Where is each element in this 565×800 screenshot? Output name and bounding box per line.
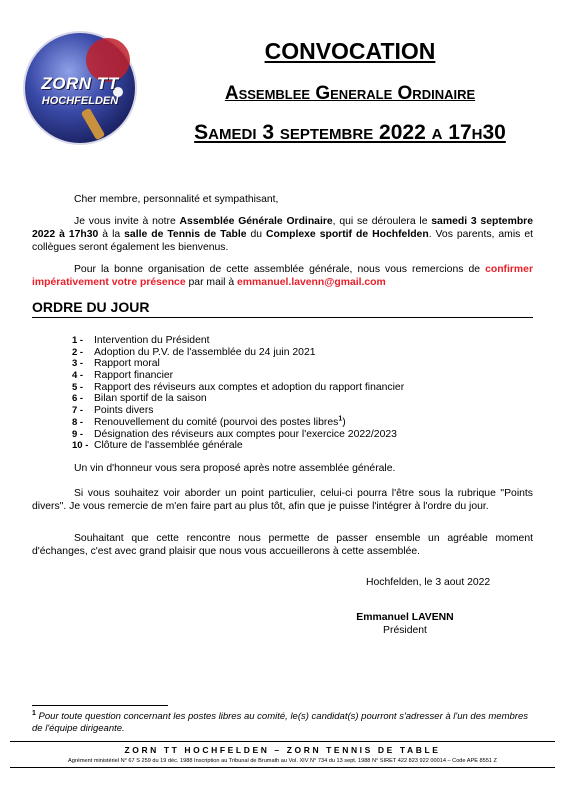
list-item: 4 - Rapport financier: [72, 370, 174, 382]
logo-city: HOCHFELDEN: [41, 95, 119, 107]
footer-divider: [10, 741, 555, 742]
greeting: Cher membre, personnalité et sympathisant,: [74, 194, 279, 205]
footer-title: ZORN TT HOCHFELDEN – ZORN TENNIS DE TABLE: [124, 745, 441, 755]
list-item: 5 - Rapport des réviseurs aux comptes et adoption du rapport financier: [72, 381, 405, 393]
list-item: 9 - Désignation des réviseurs aux comptes pour l'exercice 2022/2023: [72, 428, 397, 440]
place-date: Hochfelden, le 3 aout 2022: [366, 577, 491, 588]
list-item: 10 - Clôture de l'assemblée générale: [72, 440, 243, 452]
list-item: 2 - Adoption du P.V. de l'assemblée du 24 juin 2021: [72, 346, 316, 358]
agenda-heading: ORDRE DU JOUR: [32, 299, 533, 318]
points-divers-paragraph: Si vous souhaitez voir aborder un point particulier, celui-ci pourra l'être sous la rubrique "Points divers". Je vous remercie de m'en faire part au plus tôt, afin que je puisse l'intégrer à l'ordre du jour.: [32, 488, 533, 512]
page-title: CONVOCATION: [264, 38, 436, 64]
meeting-date: Samedi 3 septembre 2022 a 17h30: [194, 121, 506, 144]
signatory-name: Emmanuel LAVENN: [356, 612, 454, 623]
list-item: 7 - Points divers: [72, 405, 154, 417]
agenda-list: [72, 335, 532, 452]
list-item: 8 - Renouvellement du comité (pourvoi des postes libres$^1$): [72, 415, 346, 428]
list-item: 6 - Bilan sportif de la saison: [72, 393, 207, 405]
footnote-divider: [32, 705, 168, 706]
reception-paragraph: Un vin d'honneur vous sera proposé après notre assemblée générale.: [74, 463, 396, 474]
page-subtitle: Assemblee Generale Ordinaire: [224, 83, 476, 104]
confirmation-paragraph: Pour la bonne organisation de cette assemblée générale, nous vous remercions de confirmer impérativement votre présence par mail à emmanuel.lavenn@gmail.com: [32, 264, 533, 288]
club-logo: [22, 30, 138, 146]
invitation-paragraph: Je vous invite à notre Assemblée Générale Ordinaire, qui se déroulera le samedi 3 septembre 2022 à 17h30 à la salle de Tennis de Table du Complexe sportif de Hochfelden. Vos parents, amis et collègues seront également les bienvenus.: [32, 216, 533, 253]
list-item: 3 - Rapport moral: [72, 358, 160, 370]
footer-legal: Agrément ministériel N° 67 S 259 du 19 déc. 1988 Inscription au Tribunal de Brumath au Vol. XIV N° 734 du 13 sept. 1988 N° SIRET 422 823 922 00014 – Code APE 8551 Z: [68, 758, 497, 764]
logo-name: ZORN TT: [41, 74, 119, 93]
footnote-reference: 1: [338, 415, 343, 423]
list-item: 1 - Intervention du Président: [72, 335, 210, 346]
email-link[interactable]: emmanuel.lavenn@gmail.com: [237, 277, 386, 288]
closing-paragraph: Souhaitant que cette rencontre nous permette de passer ensemble un agréable moment d'échanges, c'est avec grand plaisir que nous vous accueillerons à cette assemblée.: [32, 533, 533, 557]
footer-divider-bottom: [10, 767, 555, 768]
footnote: $^1$ Pour toute question concernant les postes libres au comité, le(s) candidat(s) pourront s'adresser à l'un des membres de l'équipe dirigeante.: [32, 709, 528, 734]
signatory-role: Président: [383, 625, 427, 636]
